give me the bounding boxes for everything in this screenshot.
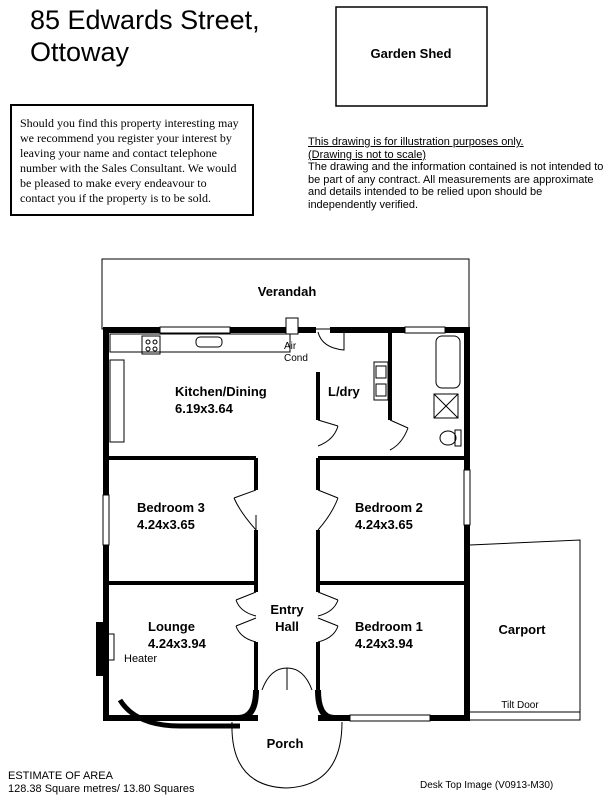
cooktop-burner-icon [153, 340, 157, 344]
bedroom2-name: Bedroom 2 [355, 500, 423, 515]
area-estimate-label: ESTIMATE OF AREA [8, 770, 113, 782]
door-bed1 [318, 592, 338, 642]
air-cond-unit-icon [286, 318, 298, 334]
window-bed3 [103, 495, 109, 545]
porch-outline [232, 722, 342, 788]
porch-corner-right [318, 690, 334, 718]
bedroom3-name: Bedroom 3 [137, 500, 205, 515]
door-bed3 [234, 490, 256, 530]
lounge-name: Lounge [148, 619, 195, 634]
cooktop-burner-icon [146, 340, 150, 344]
kitchen-fixtures [110, 318, 298, 442]
entry-label-2: Hall [275, 619, 299, 634]
door-lounge [236, 592, 256, 642]
area-estimate-value: 128.38 Square metres/ 13.80 Squares [8, 783, 195, 795]
laundry-fixtures [374, 362, 388, 400]
window-kitchen [160, 327, 230, 333]
bedroom2-dims: 4.24x3.65 [355, 517, 413, 532]
address-line-1: 85 Edwards Street, [30, 5, 260, 35]
bath-tub-icon [436, 336, 460, 388]
cooktop-burner-icon [153, 347, 157, 351]
laundry-tub-basin-icon [376, 384, 386, 396]
cooktop-burner-icon [146, 347, 150, 351]
image-reference: Desk Top Image (V0913-M30) [420, 780, 554, 791]
kitchen-sink-icon [196, 337, 222, 347]
porch-corner-left [238, 690, 256, 718]
address-line-2: Ottoway [30, 37, 130, 67]
kitchen-side-bench [110, 360, 124, 442]
carport-label: Carport [498, 622, 546, 637]
laundry-tub-basin-icon [376, 366, 386, 378]
door-bed2 [318, 490, 338, 530]
door-ldry [318, 420, 338, 446]
kitchen-dims: 6.19x3.64 [175, 401, 233, 416]
door-bath [390, 420, 408, 450]
area-estimate [8, 770, 195, 796]
notice-text: Should you find this property interesting may we recommend you register your interest by leaving your name and contact telephone number with the Sales Consultant. We would be pleased to make every endeavour to contact you if the property is to be sold. [20, 116, 239, 205]
bedroom3-dims: 4.24x3.65 [137, 517, 195, 532]
bedroom1-name: Bedroom 1 [355, 619, 423, 634]
window-bed1 [350, 715, 430, 721]
porch-label: Porch [266, 736, 304, 751]
garden-shed-label: Garden Shed [370, 46, 452, 61]
lounge-bay-window [120, 700, 240, 726]
window-bed2 [464, 470, 470, 525]
laundry-label: L/dry [328, 384, 360, 399]
bathroom-fixtures [434, 336, 461, 446]
verandah-label: Verandah [257, 284, 317, 299]
disclaimer-body: The drawing and the information contained is not intended to be part of any contract. All measurements are approximate and details intended to be relied upon should be independently verified. [308, 161, 604, 211]
cooktop-icon [142, 336, 160, 354]
door-front [262, 668, 312, 690]
entry-label-1: Entry [270, 602, 304, 617]
bedroom1-dims: 4.24x3.94 [355, 636, 413, 651]
disclaimer-line-2: (Drawing is not to scale) [308, 148, 426, 161]
kitchen-name: Kitchen/Dining [175, 384, 267, 399]
lounge-dims: 4.24x3.94 [148, 636, 206, 651]
heater-label: Heater [124, 653, 158, 665]
tilt-door-label: Tilt Door [501, 700, 539, 711]
fireplace-icon [96, 622, 106, 676]
air-cond-label-2: Cond [284, 353, 308, 364]
disclaimer-line-1: This drawing is for illustration purposes only. [308, 136, 524, 148]
toilet-bowl-icon [440, 431, 456, 445]
window-bath [405, 327, 445, 333]
air-cond-label-1: Air [284, 341, 297, 352]
